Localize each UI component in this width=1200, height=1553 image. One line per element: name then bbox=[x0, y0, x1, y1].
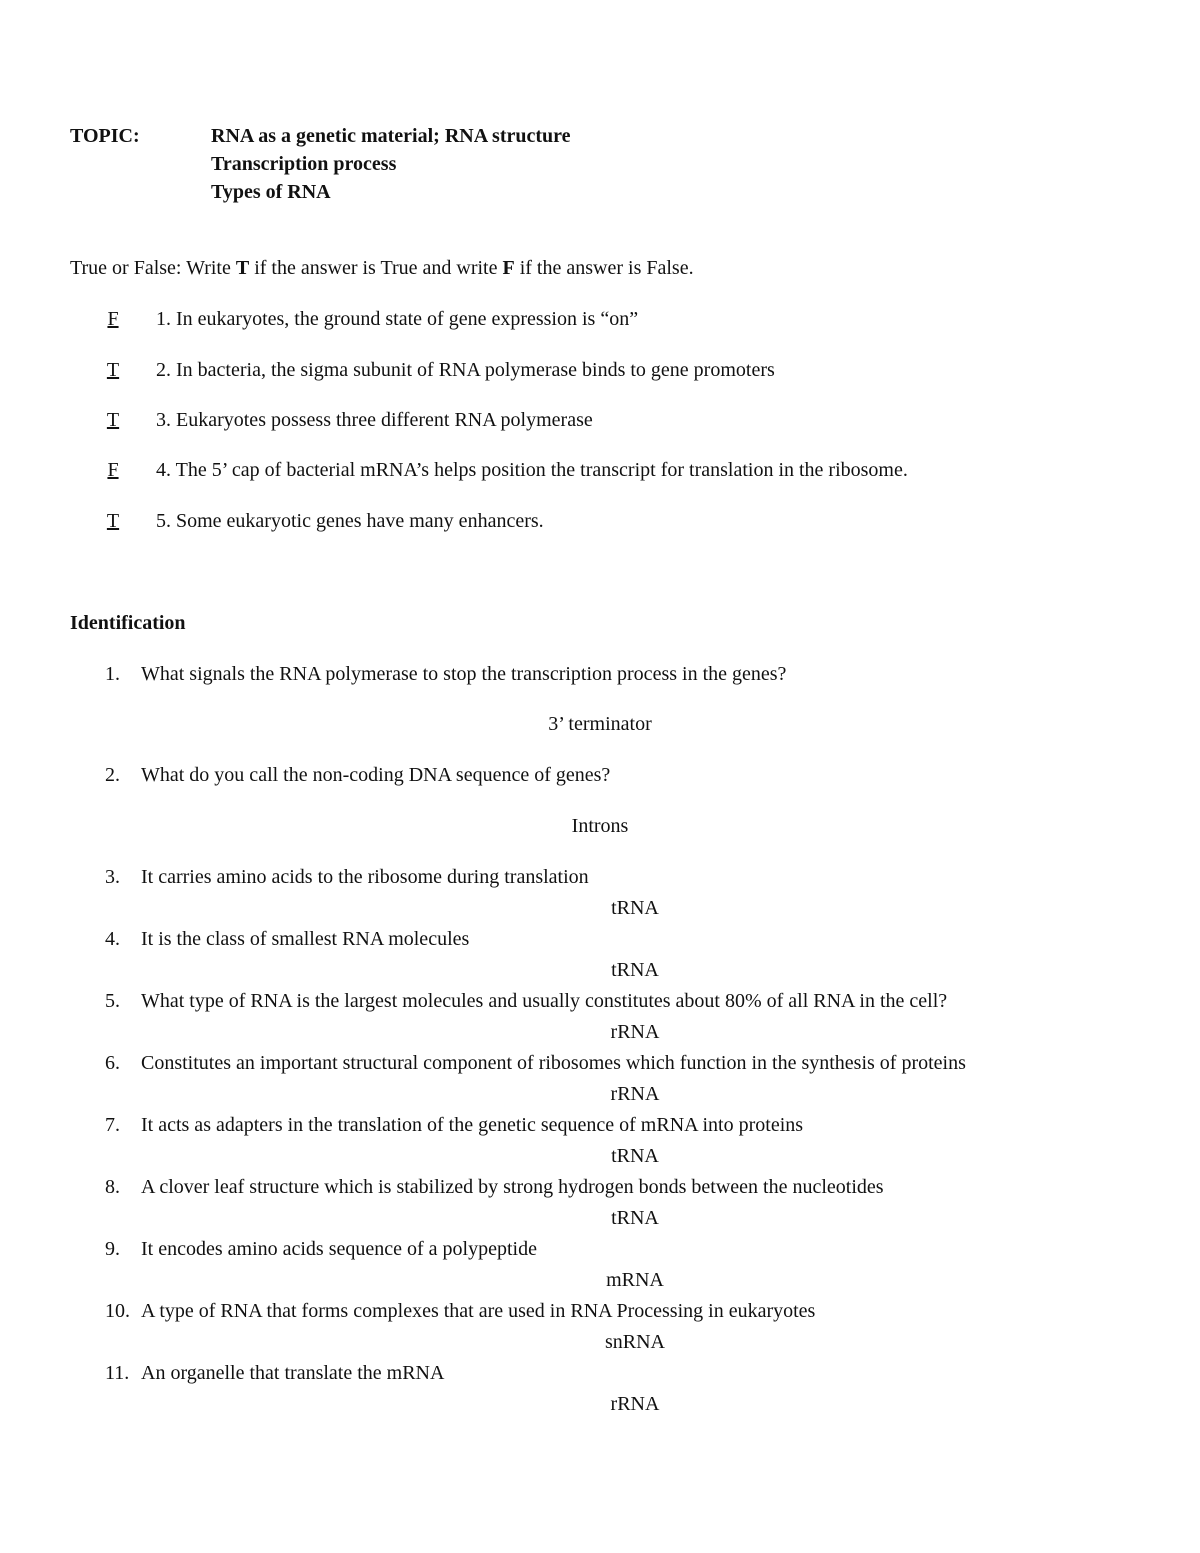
id-number: 4. bbox=[105, 928, 120, 950]
true-false-instructions: True or False: Write T if the answer is True and write F if the answer is False. bbox=[70, 257, 694, 279]
id-question: 5. What type of RNA is the largest molecules and usually constitutes about 80% of all RNA in the cell? bbox=[105, 990, 948, 1012]
id-question: 9. It encodes amino acids sequence of a polypeptide bbox=[105, 1238, 537, 1260]
topic-label: TOPIC: bbox=[70, 125, 140, 147]
tf-statement: 2. In bacteria, the sigma subunit of RNA polymerase binds to gene promoters bbox=[156, 359, 775, 381]
tf-statement: 5. Some eukaryotic genes have many enhancers. bbox=[156, 510, 544, 532]
tf-answer-blank: T bbox=[106, 510, 120, 532]
tf-item bbox=[70, 509, 544, 533]
id-question: 8. A clover leaf structure which is stabilized by strong hydrogen bonds between the nucleotides bbox=[105, 1176, 884, 1198]
topic-line-3: Types of RNA bbox=[211, 181, 331, 203]
tf-statement: 4. The 5’ cap of bacterial mRNA’s helps position the transcript for translation in the ribosome. bbox=[156, 459, 908, 481]
id-question: 2. What do you call the non-coding DNA sequence of genes? bbox=[105, 764, 611, 786]
tf-item bbox=[70, 458, 908, 482]
id-answer: tRNA bbox=[611, 1207, 659, 1229]
id-answer: tRNA bbox=[611, 897, 659, 919]
id-number: 6. bbox=[105, 1052, 120, 1074]
topic-line-2: Transcription process bbox=[211, 153, 397, 175]
id-answer: rRNA bbox=[610, 1021, 660, 1043]
id-question: 11. An organelle that translate the mRNA bbox=[105, 1362, 445, 1384]
id-question: 7. It acts as adapters in the translation of the genetic sequence of mRNA into proteins bbox=[105, 1114, 804, 1136]
id-answer: tRNA bbox=[611, 1145, 659, 1167]
id-number: 8. bbox=[105, 1176, 120, 1198]
topic-line-1: RNA as a genetic material; RNA structure bbox=[211, 125, 571, 147]
tf-answer-blank: T bbox=[106, 359, 120, 381]
identification-heading: Identification bbox=[70, 612, 186, 634]
id-answer: mRNA bbox=[606, 1269, 664, 1291]
id-question: 10. A type of RNA that forms complexes that are used in RNA Processing in eukaryotes bbox=[105, 1300, 816, 1322]
id-number: 1. bbox=[105, 663, 120, 685]
id-answer: rRNA bbox=[610, 1083, 660, 1105]
id-question: 6. Constitutes an important structural component of ribosomes which function in the synthesis of proteins bbox=[105, 1052, 966, 1074]
id-answer: snRNA bbox=[604, 1331, 665, 1353]
tf-item bbox=[70, 358, 775, 382]
id-number: 9. bbox=[105, 1238, 120, 1260]
tf-answer-blank: F bbox=[107, 308, 119, 330]
tf-statement: 3. Eukaryotes possess three different RNA polymerase bbox=[156, 409, 593, 431]
id-number: 3. bbox=[105, 866, 120, 888]
id-answer: rRNA bbox=[610, 1393, 660, 1415]
tf-item bbox=[70, 307, 638, 331]
id-number: 5. bbox=[105, 990, 120, 1012]
id-number: 11. bbox=[105, 1362, 130, 1384]
id-question: 1. What signals the RNA polymerase to stop the transcription process in the genes? bbox=[105, 663, 787, 685]
id-number: 2. bbox=[105, 764, 120, 786]
id-question: 3. It carries amino acids to the ribosome during translation bbox=[105, 866, 589, 888]
tf-item bbox=[70, 408, 593, 432]
id-answer: Introns bbox=[571, 815, 629, 837]
tf-statement: 1. In eukaryotes, the ground state of gene expression is “on” bbox=[156, 308, 639, 330]
id-number: 7. bbox=[105, 1114, 120, 1136]
id-number: 10. bbox=[105, 1300, 130, 1322]
tf-answer-blank: F bbox=[107, 459, 119, 481]
id-answer: 3’ terminator bbox=[548, 713, 652, 735]
id-answer: tRNA bbox=[611, 959, 659, 981]
id-question: 4. It is the class of smallest RNA molecules bbox=[105, 928, 470, 950]
tf-answer-blank: T bbox=[106, 409, 120, 431]
